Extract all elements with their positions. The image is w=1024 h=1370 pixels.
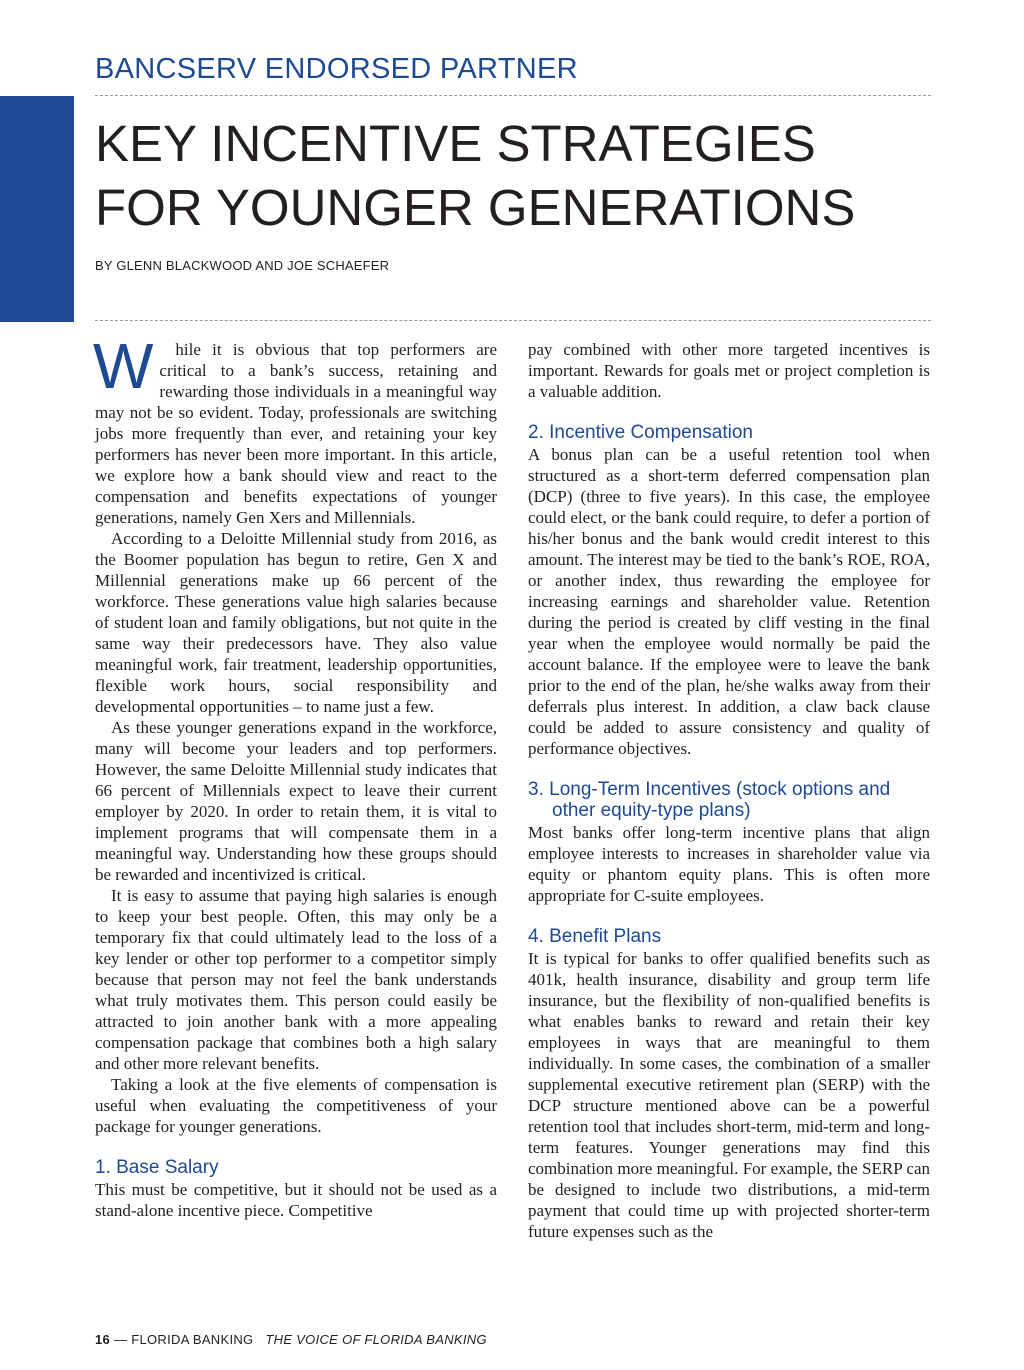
paragraph-long-term-incentives: Most banks offer long-term incentive plans that align employee interests to increases in shareholder value via equity or phantom equity plans. This is often more appropriate for C-suite employees. xyxy=(528,823,930,905)
title-line-2: FOR YOUNGER GENERATIONS xyxy=(95,179,856,236)
paragraph-high-salaries: It is easy to assume that paying high salaries is enough to keep your best people. Often, this may only be a temporary fix that could ultimately lead to the loss of a key lender or other top performer to a competitor simply because that person may not feel the bank understands what truly motivates them. This person could easily be attracted to join another bank with a more appealing compensation package that combines both a high salary and other more relevant benefits. xyxy=(95,886,497,1073)
paragraph-base-salary-continued: pay combined with other more targeted incentives is important. Rewards for goals met or project completion is a valuable addition. xyxy=(528,340,930,401)
paragraph-deloitte-study: According to a Deloitte Millennial study from 2016, as the Boomer population has begun to retire, Gen X and Millennial generations make up 66 percent of the workforce. These generations value high salaries because of student loan and family obligations, but not quite in the same way their predecessors have. They also value meaningful work, fair treatment, leadership opportunities, flexible work hours, social responsibility and developmental opportunities – to name just a few. xyxy=(95,529,497,716)
page-number: 16 xyxy=(95,1332,111,1347)
heading-long-term-incentives: 3. Long-Term Incentives (stock options and other equity-type plans) xyxy=(528,779,891,821)
paragraph-benefit-plans: It is typical for banks to offer qualified benefits such as 401k, health insurance, disability and group term life insurance, but the flexibility of non-qualified benefits is what enables banks to reward and retain their key employees in ways that are meaningful to them individually. In some cases, the combination of a smaller supplemental executive retirement plan (SERP) with the DCP structure mentioned above can be a powerful retention tool that includes short-term, mid-term and long-term features. Younger generations may find this combination more meaningful. For example, the SERP can be designed to include two distributions, a mid-term payment that could time up with projected shorter-term future expenses such as the xyxy=(528,949,930,1241)
intro-text: hile it is obvious that top performers are critical to a bank’s success, retaining and rewarding those individuals in a meaningful way may not be so evident. Today, professionals are switching jobs more frequently than ever, and retaining your key performers has never been more important. In this article, we explore how a bank should view and react to the compensation and benefits expectations of younger generations, namely Gen Xers and Millennials. xyxy=(95,340,497,527)
paragraph-incentive-compensation: A bonus plan can be a useful retention tool when structured as a short-term deferred compensation plan (DCP) (three to five years). In this case, the employee could elect, or the bank could require, to defer a portion of his/her bonus and the bank would credit interest to this amount. The interest may be tied to the bank’s ROE, ROA, or another index, thus rewarding the employee for increasing earnings and shareholder value. Retention during the period is created by cliff vesting in the final year when the employee would normally be paid the account balance. If the employee were to leave the bank prior to the end of the plan, he/she walks away from their deferrals plus interest. In addition, a claw back clause could be added to assure consistency and quality of performance objectives. xyxy=(528,445,930,758)
header-divider-bottom xyxy=(95,320,931,321)
paragraph-base-salary: This must be competitive, but it should not be used as a stand-alone incentive piece. Competitive xyxy=(95,1180,497,1220)
paragraph-five-elements: Taking a look at the five elements of compensation is useful when evaluating the competitiveness of your package for younger generations. xyxy=(95,1075,497,1136)
header-divider-top xyxy=(95,95,931,96)
byline: BY GLENN BLACKWOOD AND JOE SCHAEFER xyxy=(95,258,390,273)
heading-incentive-compensation: 2. Incentive Compensation xyxy=(528,422,753,443)
title-line-1: KEY INCENTIVE STRATEGIES xyxy=(95,115,816,172)
section-kicker: BANCSERV ENDORSED PARTNER xyxy=(95,53,578,85)
heading-base-salary: 1. Base Salary xyxy=(95,1157,219,1178)
article-title xyxy=(95,112,855,240)
heading-benefit-plans: 4. Benefit Plans xyxy=(528,926,662,947)
footer-separator: — xyxy=(113,1332,128,1347)
intro-paragraph xyxy=(93,330,497,528)
accent-side-bar xyxy=(0,96,74,322)
drop-cap: W xyxy=(93,330,154,402)
paragraph-younger-generations: As these younger generations expand in the workforce, many will become your leaders and top performers. However, the same Deloitte Millennial study indicates that 66 percent of Millennials expect to leave their current employer by 2020. In order to retain them, it is vital to implement programs that will compensate them in a meaningful way. Understanding how these groups should be rewarded and incentivized is critical. xyxy=(95,718,497,884)
page-footer xyxy=(95,1332,487,1347)
publication-tagline: THE VOICE OF FLORIDA BANKING xyxy=(265,1332,487,1347)
publication-name: FLORIDA BANKING xyxy=(131,1332,254,1347)
column-left xyxy=(93,330,497,1221)
column-right xyxy=(528,339,930,1242)
